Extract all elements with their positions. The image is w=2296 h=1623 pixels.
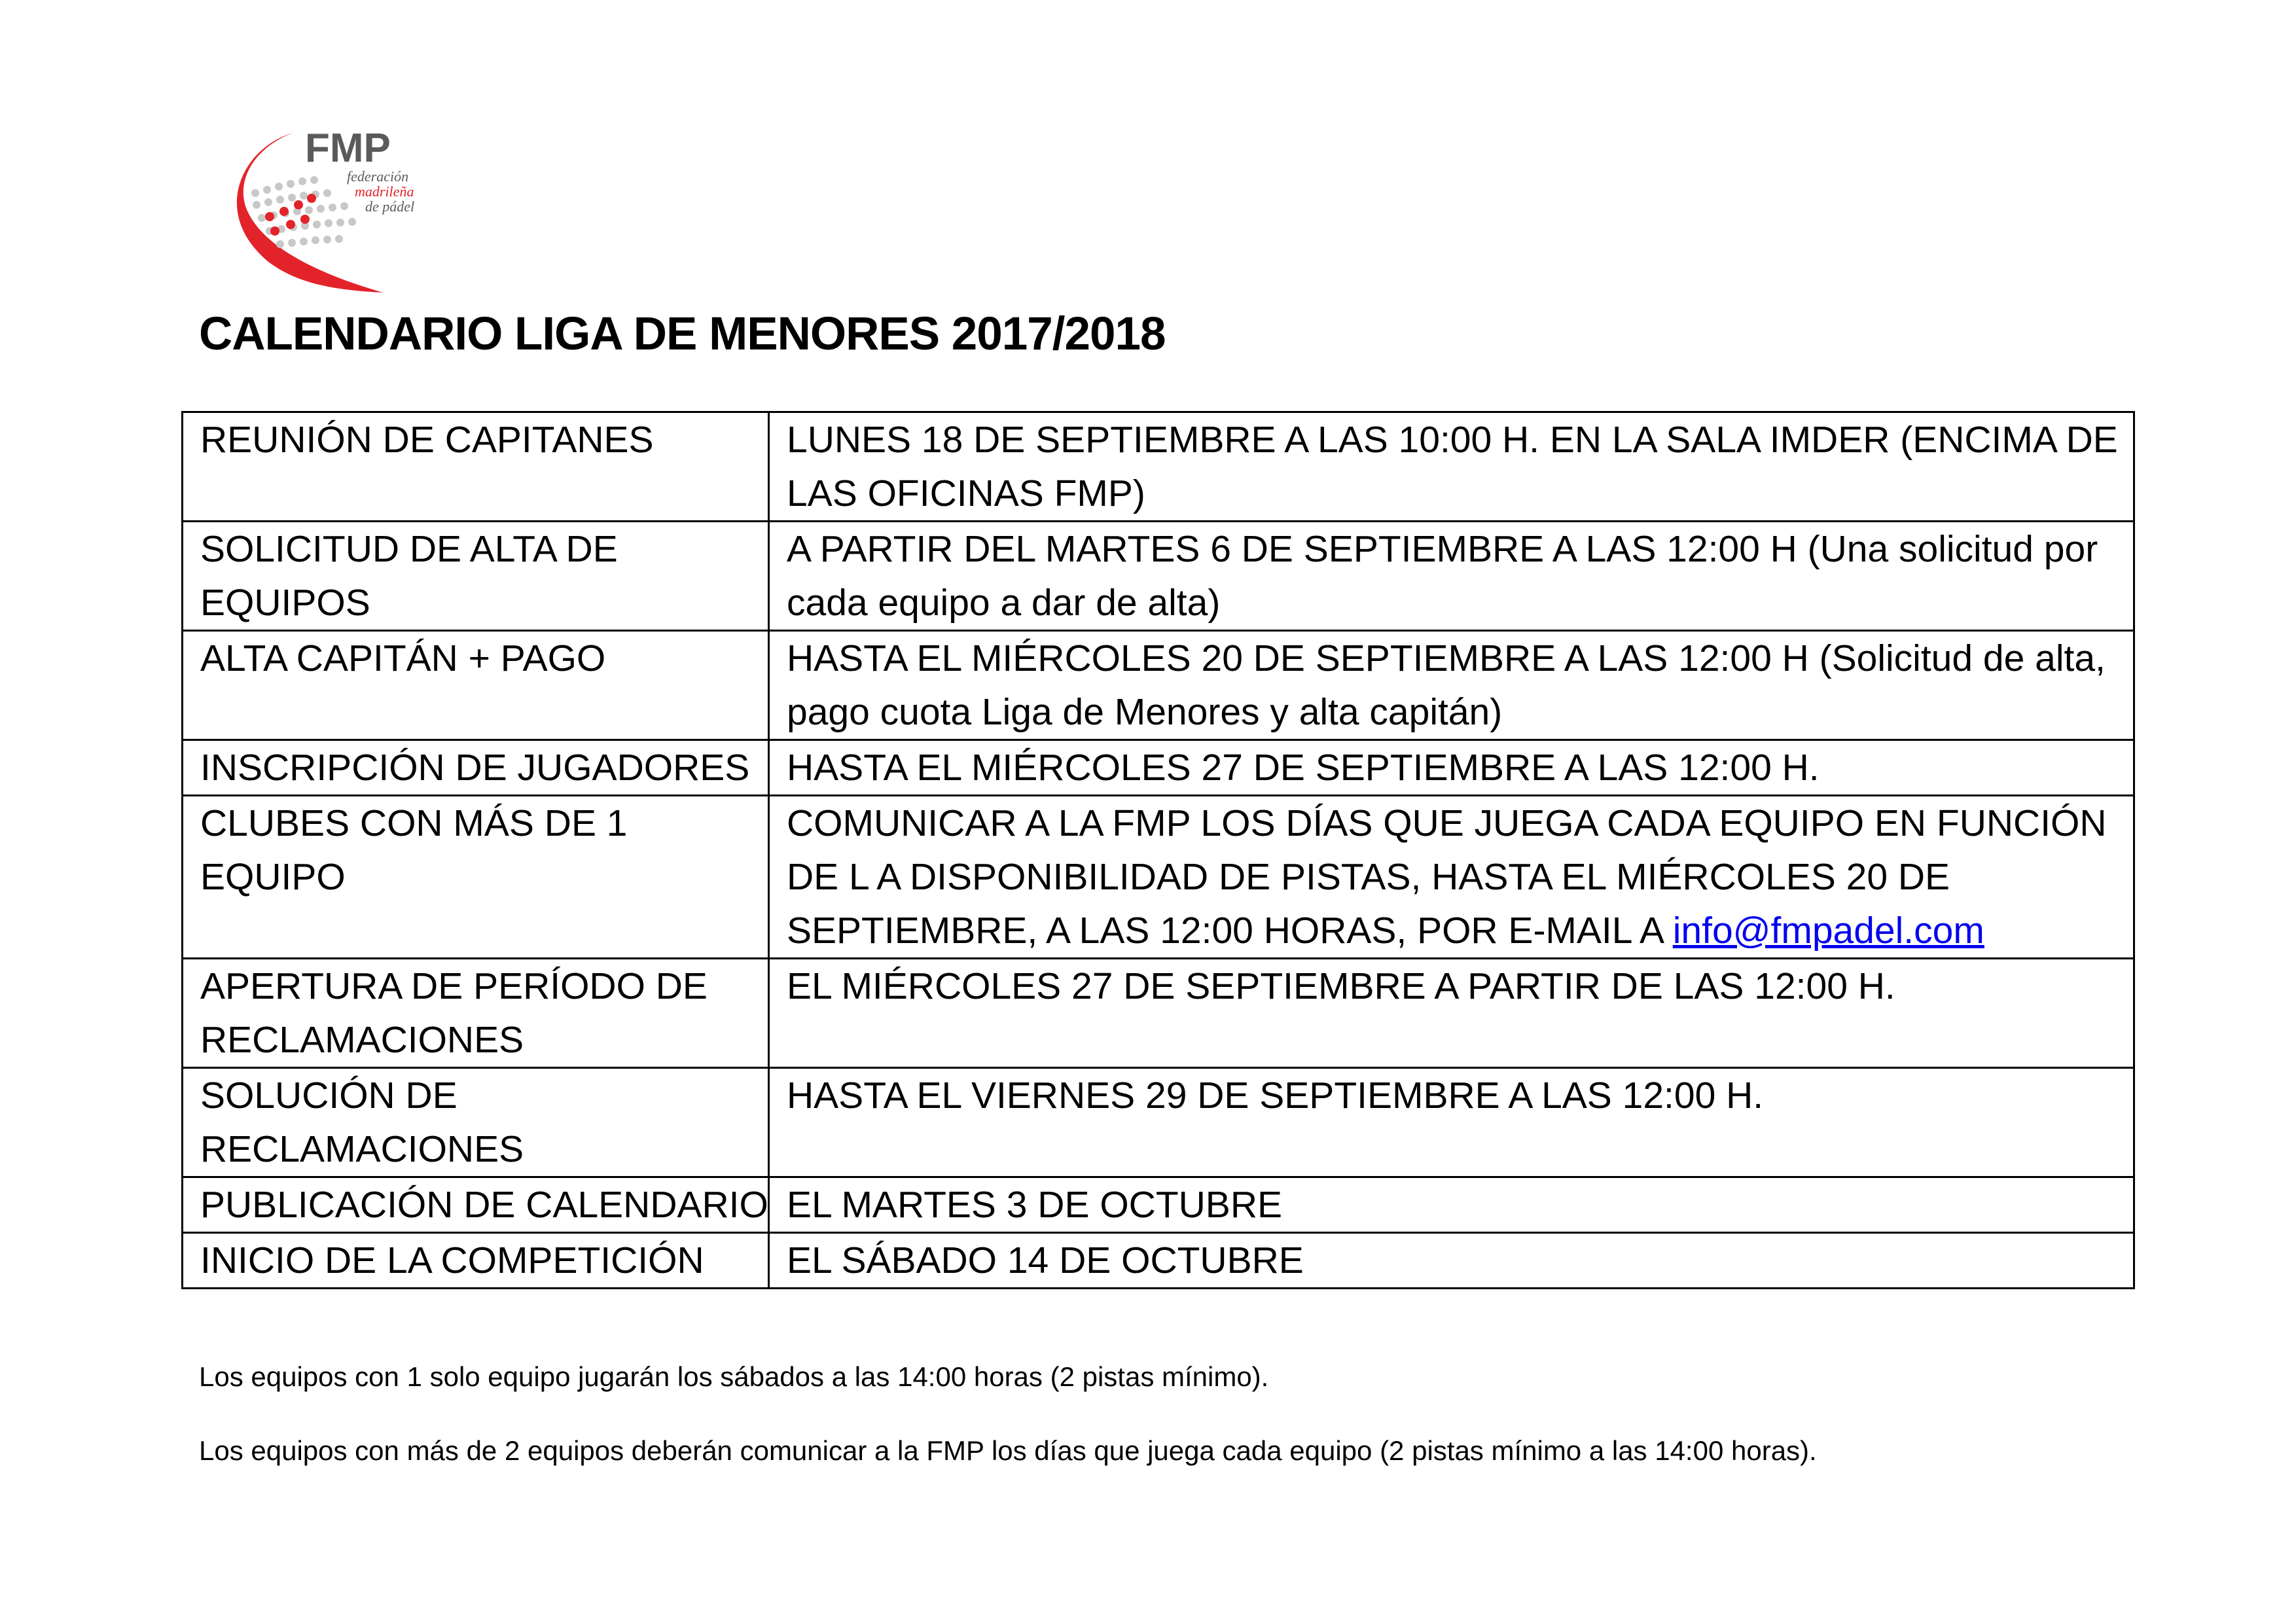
row-value-cell — [769, 522, 2134, 631]
schedule-table — [181, 411, 2135, 1289]
document-title: CALENDARIO LIGA DE MENORES 2017/2018 — [199, 308, 1166, 360]
row-label-cell — [183, 959, 769, 1068]
row-value-cell — [769, 631, 2134, 740]
row-value-text: DE L A DISPONIBILIDAD DE PISTAS, HASTA EL MIÉRCOLES 20 DE — [787, 856, 1950, 898]
row-label-cell — [183, 1233, 769, 1289]
row-value — [787, 959, 2120, 1013]
row-value-cell — [769, 1177, 2134, 1233]
row-value — [787, 522, 2120, 576]
table-row — [183, 1177, 2134, 1233]
row-label: INICIO DE LA COMPETICIÓN — [200, 1240, 704, 1281]
row-label: RECLAMACIONES — [200, 1128, 524, 1170]
row-value-text: HASTA EL MIÉRCOLES 27 DE SEPTIEMBRE A LAS 12:00 H. — [787, 747, 1820, 789]
row-value — [787, 1069, 2120, 1122]
row-value-text: EL SÁBADO 14 DE OCTUBRE — [787, 1240, 1304, 1281]
row-value-text: HASTA EL MIÉRCOLES 20 DE SEPTIEMBRE A LAS 12:00 H (Solicitud de alta, — [787, 637, 2106, 679]
note-multiple-teams: Los equipos con más de 2 equipos deberán comunicar a la FMP los días que juega cada equipo (2 pistas mínimo a las 14:00 horas). — [199, 1435, 1817, 1466]
table-row — [183, 1233, 2134, 1289]
table-row — [183, 631, 2134, 740]
row-value-cell — [769, 412, 2134, 522]
table-row — [183, 1068, 2134, 1177]
row-value — [787, 741, 2120, 794]
row-label-cell — [183, 1068, 769, 1177]
row-value-cell — [769, 796, 2134, 959]
table-row — [183, 740, 2134, 796]
table-row — [183, 959, 2134, 1068]
table-row — [183, 522, 2134, 631]
row-label: RECLAMACIONES — [200, 1019, 524, 1061]
row-label: REUNIÓN DE CAPITANES — [200, 419, 654, 461]
row-value-cell — [769, 740, 2134, 796]
row-label: SOLICITUD DE ALTA DE — [200, 528, 618, 570]
email-link[interactable]: info@fmpadel.com — [1672, 910, 1984, 952]
row-value-text: EL MARTES 3 DE OCTUBRE — [787, 1184, 1283, 1226]
row-value-text: HASTA EL VIERNES 29 DE SEPTIEMBRE A LAS 12:00 H. — [787, 1075, 1764, 1116]
logo-tagline-2: madrileña — [355, 183, 414, 200]
row-value-cell — [769, 959, 2134, 1068]
row-value-text: cada equipo a dar de alta) — [787, 582, 1221, 624]
row-label-cell — [183, 522, 769, 631]
fmp-logo — [216, 121, 432, 298]
row-label: CLUBES CON MÁS DE 1 — [200, 802, 628, 844]
logo-tagline-3: de pádel — [365, 198, 415, 215]
row-value — [787, 1178, 2120, 1232]
row-value-text: A PARTIR DEL MARTES 6 DE SEPTIEMBRE A LAS 12:00 H (Una solicitud por — [787, 528, 2098, 570]
row-value — [787, 1234, 2120, 1287]
row-value — [787, 467, 2120, 520]
row-value-text: pago cuota Liga de Menores y alta capitán) — [787, 691, 1503, 733]
row-value-text: SEPTIEMBRE, A LAS 12:00 HORAS, POR E-MAIL A — [787, 910, 1673, 952]
row-value — [787, 413, 2120, 467]
row-label: APERTURA DE PERÍODO DE — [200, 965, 708, 1007]
row-value-cell — [769, 1233, 2134, 1289]
row-label: EQUIPO — [200, 856, 346, 898]
row-value — [787, 904, 2120, 957]
logo-tagline-1: federación — [347, 168, 409, 185]
row-value — [787, 796, 2120, 850]
row-value-text: EL MIÉRCOLES 27 DE SEPTIEMBRE A PARTIR DE LAS 12:00 H. — [787, 965, 1895, 1007]
row-label-cell — [183, 412, 769, 522]
row-value-text: LAS OFICINAS FMP) — [787, 473, 1145, 514]
row-label: EQUIPOS — [200, 582, 370, 624]
row-label: PUBLICACIÓN DE CALENDARIO — [200, 1184, 768, 1226]
row-label-cell — [183, 1177, 769, 1233]
row-label-cell — [183, 740, 769, 796]
logo-text: FMP — [305, 126, 391, 171]
row-value-text: LUNES 18 DE SEPTIEMBRE A LAS 10:00 H. EN LA SALA IMDER (ENCIMA DE — [787, 419, 2118, 461]
row-value — [787, 632, 2120, 685]
row-value-cell — [769, 1068, 2134, 1177]
row-value-text: COMUNICAR A LA FMP LOS DÍAS QUE JUEGA CADA EQUIPO EN FUNCIÓN — [787, 802, 2107, 844]
row-label: SOLUCIÓN DE — [200, 1075, 457, 1116]
note-single-team: Los equipos con 1 solo equipo jugarán los sábados a las 14:00 horas (2 pistas mínimo). — [199, 1361, 1269, 1392]
row-label: ALTA CAPITÁN + PAGO — [200, 637, 606, 679]
row-label: INSCRIPCIÓN DE JUGADORES — [200, 747, 750, 789]
row-label-cell — [183, 631, 769, 740]
row-value — [787, 685, 2120, 739]
row-label-cell — [183, 796, 769, 959]
table-row — [183, 796, 2134, 959]
row-value — [787, 850, 2120, 904]
row-value — [787, 576, 2120, 630]
table-row — [183, 412, 2134, 522]
